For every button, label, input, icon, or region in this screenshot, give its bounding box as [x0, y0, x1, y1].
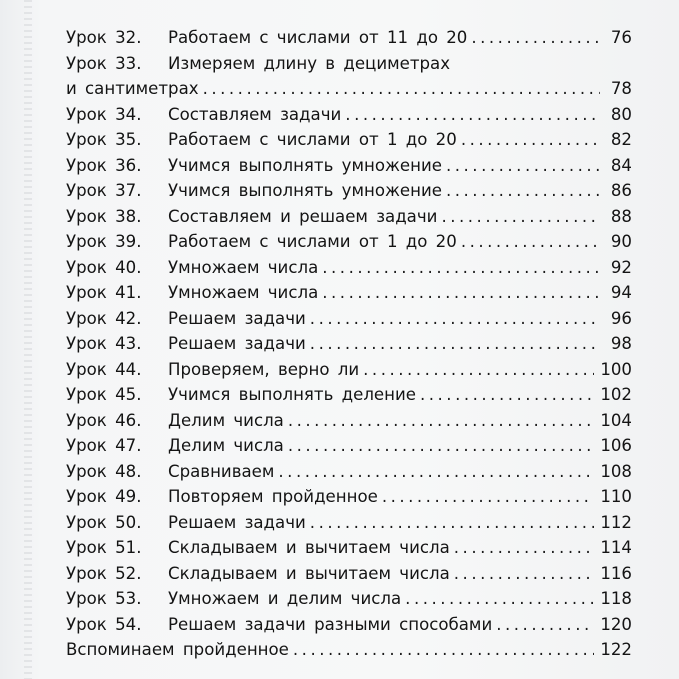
lesson-title: Учимся выполнять деление: [168, 385, 416, 404]
lesson-title: Складываем и вычитаем числа: [168, 538, 450, 557]
leader-dots: [420, 382, 594, 408]
leader-dots: [310, 510, 595, 536]
lesson-title: Учимся выполнять умножение: [168, 155, 442, 175]
page-number: 104: [600, 410, 632, 430]
toc-entry-40: [66, 255, 632, 281]
leader-dots: [322, 280, 600, 306]
leader-dots: [471, 25, 600, 51]
page-number: 106: [600, 436, 632, 455]
lesson-title: Работаем с числами от 1 до 20: [168, 130, 457, 149]
lesson-title: Умножаем и делим числа: [168, 589, 402, 608]
page-number: 94: [610, 283, 632, 302]
leader-dots: [441, 204, 600, 230]
toc-entry-54: [66, 612, 632, 638]
lesson-title: Решаем задачи: [168, 512, 306, 532]
toc-entry-53: [66, 586, 632, 612]
lesson-title: Повторяем пройденное: [168, 487, 378, 506]
lesson-title: Работаем с числами от 1 до 20: [168, 232, 457, 251]
toc-entry-33-cont: [66, 76, 632, 102]
page-number: 114: [600, 538, 632, 557]
leader-dots: [288, 408, 594, 434]
lesson-number: Урок 49.: [66, 487, 142, 506]
page-number: 86: [610, 181, 632, 200]
lesson-title: Проверяем, верно ли: [168, 359, 360, 379]
lesson-number: Урок 54.: [66, 614, 142, 634]
toc-entry-33: [66, 51, 632, 77]
page-number: 116: [600, 563, 632, 583]
leader-dots: [454, 561, 595, 587]
lesson-number: Урок 47.: [66, 436, 142, 455]
lesson-title: Решаем задачи: [168, 308, 306, 328]
toc-entry-50: [66, 510, 632, 536]
leader-dots: [293, 637, 594, 663]
leader-dots: [345, 102, 600, 128]
lesson-number: Урок 38.: [66, 206, 142, 226]
toc-entry-38: [66, 204, 632, 230]
lesson-title: Составляем и решаем задачи: [168, 206, 438, 226]
lesson-title: Решаем задачи разными способами: [168, 614, 493, 634]
page-number: 84: [610, 155, 632, 175]
leader-dots: [496, 612, 594, 638]
page-number: 112: [600, 512, 632, 532]
page-number: 88: [610, 206, 632, 226]
lesson-title: Вспоминаем пройденное: [66, 640, 289, 659]
lesson-number: Урок 37.: [66, 181, 142, 200]
leader-dots: [310, 331, 600, 357]
lesson-number: Урок 36.: [66, 155, 142, 175]
leader-dots: [363, 357, 594, 383]
page-number: 120: [600, 614, 632, 634]
lesson-number: Урок 53.: [66, 589, 142, 608]
lesson-number: Урок 39.: [66, 232, 142, 251]
toc-entry-35: [66, 127, 632, 153]
lesson-number: Урок 40.: [66, 257, 142, 277]
lesson-number: Урок 34.: [66, 104, 142, 124]
lesson-title: Работаем с числами от 11 до 20: [168, 28, 468, 47]
leader-dots: [203, 76, 600, 102]
lesson-title: Учимся выполнять умножение: [168, 181, 442, 200]
page-number: 100: [600, 359, 632, 379]
page-number: 92: [610, 257, 632, 277]
page-number: 122: [600, 640, 632, 659]
page-number: 108: [600, 461, 632, 481]
toc-entry-34: [66, 102, 632, 128]
toc-entry-46: [66, 408, 632, 434]
lesson-title: Умножаем числа: [168, 257, 319, 277]
leader-dots: [278, 459, 594, 485]
lesson-number: Урок 48.: [66, 461, 142, 481]
leader-dots: [288, 433, 594, 459]
leader-dots: [461, 127, 600, 153]
toc-entry-39: [66, 229, 632, 255]
toc-entry-37: [66, 178, 632, 204]
toc-entry-49: [66, 484, 632, 510]
lesson-title: Сравниваем: [168, 461, 275, 481]
page-number: 76: [610, 28, 632, 47]
page-number: 110: [600, 487, 632, 506]
lesson-number: Урок 43.: [66, 334, 142, 353]
lesson-title: Решаем задачи: [168, 334, 306, 353]
lesson-number: Урок 50.: [66, 512, 142, 532]
lesson-title: Умножаем числа: [168, 283, 319, 302]
toc-entry-51: [66, 535, 632, 561]
leader-dots: [405, 586, 594, 612]
lesson-number: Урок 35.: [66, 130, 142, 149]
lesson-title: Складываем и вычитаем числа: [168, 563, 450, 583]
toc-entry-45: [66, 382, 632, 408]
lesson-title: Измеряем длину в дециметрах: [168, 53, 451, 73]
toc-entry-47: [66, 433, 632, 459]
toc-entry-41: [66, 280, 632, 306]
page-number: 90: [610, 232, 632, 251]
lesson-number: Урок 45.: [66, 385, 142, 404]
leader-dots: [446, 178, 600, 204]
leader-dots: [310, 306, 600, 332]
lesson-number: Урок 52.: [66, 563, 142, 583]
lesson-number: Урок 46.: [66, 410, 142, 430]
lesson-number: Урок 33.: [66, 53, 142, 73]
lesson-number: Урок 42.: [66, 308, 142, 328]
toc-entry-48: [66, 459, 632, 485]
page-number: 98: [610, 334, 632, 353]
lesson-number: Урок 51.: [66, 538, 142, 557]
page-number: 78: [610, 79, 632, 98]
toc-entry-review: [66, 637, 632, 663]
leader-dots: [446, 153, 600, 179]
toc-entry-42: [66, 306, 632, 332]
page-binding: [24, 0, 32, 679]
lesson-title-continued: и сантиметрах: [66, 79, 199, 98]
leader-dots: [322, 255, 600, 281]
table-of-contents: [66, 25, 632, 663]
toc-entry-52: [66, 561, 632, 587]
page-number: 118: [600, 589, 632, 608]
leader-dots: [454, 535, 595, 561]
page-number: 96: [610, 308, 632, 328]
lesson-number: Урок 32.: [66, 28, 142, 47]
page-number: 80: [610, 104, 632, 124]
toc-entry-32: [66, 25, 632, 51]
page-number: 102: [600, 385, 632, 404]
toc-entry-44: [66, 357, 632, 383]
lesson-title: Делим числа: [168, 410, 284, 430]
leader-dots: [461, 229, 600, 255]
toc-entry-36: [66, 153, 632, 179]
toc-entry-43: [66, 331, 632, 357]
leader-dots: [382, 484, 595, 510]
page-number: 82: [610, 130, 632, 149]
lesson-number: Урок 44.: [66, 359, 142, 379]
lesson-title: Делим числа: [168, 436, 284, 455]
lesson-number: Урок 41.: [66, 283, 142, 302]
lesson-title: Составляем задачи: [168, 104, 342, 124]
